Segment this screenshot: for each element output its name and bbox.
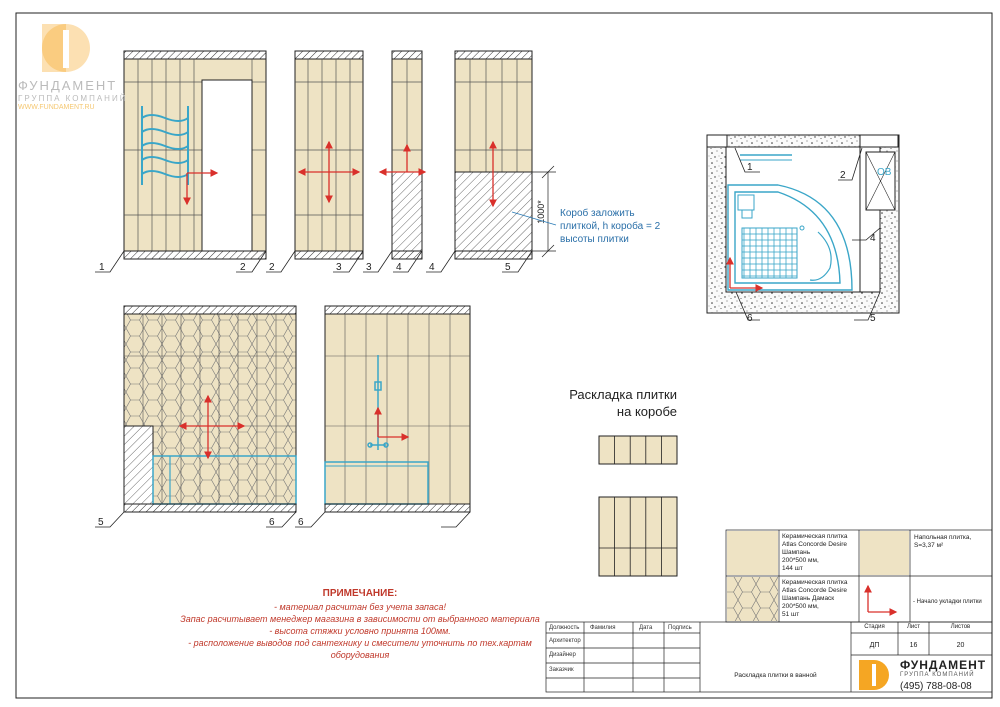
- brand-subtitle-top: ГРУППА КОМПАНИЙ: [18, 94, 128, 103]
- brand-website-top: WWW.FUNDAMENT.RU: [18, 104, 95, 111]
- tb-header-date: Дата: [639, 625, 653, 631]
- legend-item-2-line: Шампань Дамаск: [782, 595, 835, 602]
- tb-role-client: Заказчик: [549, 667, 574, 673]
- tb-role-architect: Архитектор: [549, 638, 581, 644]
- tb-header-position: Должность: [549, 625, 580, 631]
- box-tile-layout-2: [599, 497, 677, 576]
- tb-header-signature: Подпись: [668, 625, 692, 631]
- legend-item-2-line: 200*500 мм,: [782, 603, 819, 610]
- legend-item-1-line: Керамическая плитка: [782, 533, 848, 540]
- plan-callout-2: 2: [840, 170, 846, 181]
- legend-start: - Начало укладки плитки: [913, 599, 982, 605]
- tb-sheet-header: Лист: [906, 624, 921, 630]
- tb-drawing-name: Раскладка плитки в ванной: [734, 672, 817, 679]
- callout-4: 4: [396, 262, 402, 273]
- elevation-1: [124, 51, 266, 259]
- box-dimension: 1000*: [536, 200, 546, 224]
- callout-4b: 4: [429, 262, 435, 273]
- callout-6b: 6: [298, 517, 304, 528]
- tb-sheets-header: Листов: [950, 624, 971, 630]
- box-tile-layout-1: [599, 436, 677, 464]
- note-line-2: Запас расчитывает менеджер магазина в зависимости от выбранного материала: [180, 614, 540, 624]
- start-arrow-icon: [868, 586, 896, 612]
- brand-subtitle-footer: ГРУППА КОМПАНИЙ: [900, 672, 975, 678]
- box-note-line-2: плиткой, h короба = 2: [560, 221, 661, 232]
- legend-item-1-line: Шампань: [782, 549, 811, 556]
- tb-role-designer: Дизайнер: [549, 652, 576, 658]
- legend-item-1-line: 200*500 мм,: [782, 557, 819, 564]
- legend-item-2-line: Atlas Concorde Desire: [782, 587, 848, 594]
- legend-floor-line: S=3,37 м²: [914, 542, 944, 549]
- brand-name-footer: ФУНДАМЕНТ: [900, 658, 987, 672]
- legend-item-1-line: 144 шт: [782, 565, 803, 572]
- legend-swatch-hex: [727, 577, 778, 621]
- callout-6: 6: [269, 517, 275, 528]
- legend-floor: [914, 534, 971, 550]
- box-layout-title-line-2: на коробе: [616, 404, 677, 419]
- box-note-line-3: высоты плитки: [560, 234, 629, 245]
- note-line-1: - материал расчитан без учета запаса!: [274, 602, 446, 612]
- elevation-6: [325, 306, 470, 512]
- plan-callout-6: 6: [747, 313, 753, 324]
- plan-label: ОВ: [877, 167, 892, 178]
- callout-leaders-bottom: [95, 512, 470, 527]
- tb-stage-value: ДП: [869, 642, 880, 649]
- brand-name-top: ФУНДАМЕНТ: [18, 78, 118, 93]
- brand-logo-icon: [42, 24, 90, 72]
- plan-callout-5: 5: [870, 313, 876, 324]
- callout-2b: 2: [269, 262, 275, 273]
- note-title: ПРИМЕЧАНИЕ:: [322, 588, 398, 599]
- callout-5: 5: [505, 262, 511, 273]
- callout-2: 2: [240, 262, 246, 273]
- callout-3b: 3: [366, 262, 372, 273]
- brand-logo-footer-icon: [859, 660, 889, 690]
- legend-item-2-line: 51 шт: [782, 611, 800, 618]
- elevation-2: [295, 51, 363, 259]
- brand-phone: (495) 788-08-08: [900, 681, 972, 692]
- legend-item-1: [782, 533, 847, 573]
- plan-view: [707, 135, 899, 320]
- callout-5b: 5: [98, 517, 104, 528]
- legend-item-2: [782, 579, 847, 619]
- callout-1: 1: [99, 262, 105, 273]
- door-opening: [202, 80, 252, 251]
- box-layout-title: [540, 386, 677, 420]
- callout-3: 3: [336, 262, 342, 273]
- plan-callout-4: 4: [870, 233, 876, 244]
- tb-stage-header: Стадия: [864, 624, 885, 630]
- elevation-4: [455, 51, 556, 259]
- note-line-3: - высота стяжки условно принята 100мм.: [269, 626, 451, 636]
- legend-item-1-line: Atlas Concorde Desire: [782, 541, 848, 548]
- elevation-3: [380, 51, 425, 259]
- legend-swatch-floor: [860, 531, 909, 575]
- note-line-4: - расположение выводов под сантехнику и смесители уточнить по тех.картам: [188, 638, 532, 648]
- elevation-5: [124, 306, 296, 512]
- tb-sheets-value: 20: [956, 642, 965, 649]
- legend-swatch-plain: [727, 531, 778, 575]
- box-note: [560, 207, 660, 246]
- note-line-5: оборудования: [330, 650, 390, 660]
- legend-floor-line: Напольная плитка,: [914, 534, 972, 541]
- legend-item-2-line: Керамическая плитка: [782, 579, 848, 586]
- tb-header-name: Фамилия: [590, 625, 616, 631]
- box-layout-title-line-1: Раскладка плитки: [569, 387, 677, 402]
- tb-sheet-value: 16: [909, 642, 918, 649]
- plan-callout-1: 1: [747, 162, 753, 173]
- box-note-line-1: Короб заложить: [560, 208, 635, 219]
